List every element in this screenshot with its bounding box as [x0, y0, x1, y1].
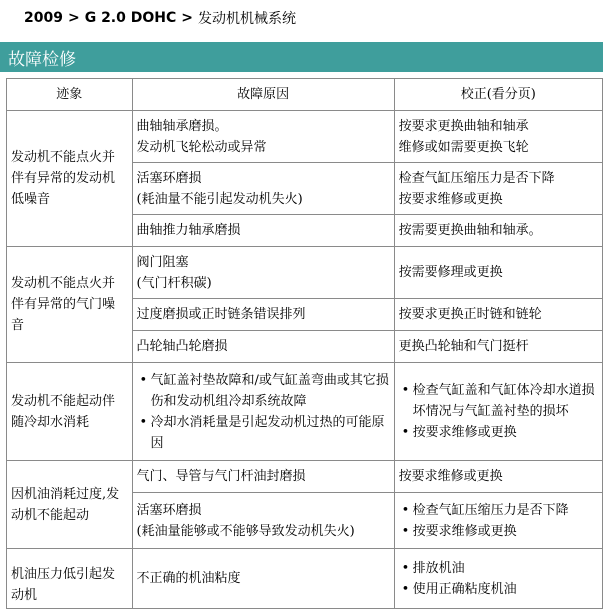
breadcrumb-year[interactable]: 2009	[24, 10, 63, 26]
fix-cell: 按要求更换正时链和链轮	[394, 299, 602, 331]
fix-cell	[394, 493, 602, 549]
fix-cell	[394, 549, 602, 609]
breadcrumb-model[interactable]: G 2.0 DOHC	[84, 10, 177, 26]
cause-cell	[132, 111, 394, 163]
table-row	[7, 461, 603, 493]
cause-text: 活塞环磨损	[136, 502, 202, 518]
fix-cell: 按需要修理或更换	[394, 247, 602, 299]
breadcrumb	[0, 0, 603, 36]
section-title-bar	[0, 42, 603, 72]
cause-text: (耗油量不能引起发动机失火)	[136, 191, 303, 207]
breadcrumb-separator: >	[181, 10, 193, 26]
fix-cell: 按需要更换曲轴和轴承。	[394, 215, 602, 247]
cause-cell: 不正确的机油粘度	[132, 549, 394, 609]
cause-cell	[132, 247, 394, 299]
cause-text: 曲轴轴承磨损。	[136, 118, 228, 134]
fix-text: 维修或如需要更换飞轮	[398, 139, 529, 155]
cause-cell: 过度磨损或正时链条错误排列	[132, 299, 394, 331]
cause-cell: 气门、导管与气门杆油封磨损	[132, 461, 394, 493]
column-header-fix: 校正(看分页)	[394, 79, 602, 111]
cause-text: 活塞环磨损	[136, 170, 202, 186]
fix-cell: 更换凸轮轴和气门挺杆	[394, 331, 602, 363]
fix-text: 按要求维修或更换	[398, 191, 503, 207]
fix-cell	[394, 111, 602, 163]
symptom-cell: 发动机不能点火并伴有异常的发动机低噪音	[7, 111, 133, 247]
table-header-row	[7, 79, 603, 111]
list-item: • 排放机油	[399, 558, 598, 579]
breadcrumb-separator: >	[67, 10, 80, 26]
list-item: • 气缸盖衬垫故障和/或气缸盖弯曲或其它损伤和发动机组冷却系统故障	[137, 370, 390, 412]
cause-text: (气门杆积碳)	[136, 275, 212, 291]
symptom-cell: 因机油消耗过度,发动机不能起动	[7, 461, 133, 549]
section-title: 故障检修	[8, 49, 76, 70]
list-item: • 使用正确粘度机油	[399, 579, 598, 600]
cause-cell	[132, 363, 394, 461]
cause-cell	[132, 493, 394, 549]
fix-bullet-list	[399, 380, 598, 443]
cause-text: 发动机飞轮松动或异常	[136, 139, 267, 155]
fix-bullet-list	[399, 558, 598, 600]
list-item: • 检查气缸压缩压力是否下降	[399, 500, 598, 521]
symptom-cell: 发动机不能点火并伴有异常的气门噪音	[7, 247, 133, 363]
symptom-cell: 发动机不能起动伴随冷却水消耗	[7, 363, 133, 461]
troubleshooting-table	[6, 78, 603, 609]
cause-text: 阀门阻塞	[136, 254, 189, 270]
table-row	[7, 549, 603, 609]
fix-cell	[394, 363, 602, 461]
cause-text: (耗油量能够或不能够导致发动机失火)	[136, 523, 355, 539]
column-header-cause: 故障原因	[132, 79, 394, 111]
fix-text: 检查气缸压缩压力是否下降	[398, 170, 555, 186]
table-row	[7, 111, 603, 163]
cause-cell: 曲轴推力轴承磨损	[132, 215, 394, 247]
cause-bullet-list	[137, 370, 390, 454]
list-item: • 检查气缸盖和气缸体冷却水道损坏情况与气缸盖衬垫的损坏	[399, 380, 598, 422]
column-header-symptom: 迹象	[7, 79, 133, 111]
list-item: • 冷却水消耗量是引起发动机过热的可能原因	[137, 412, 390, 454]
fix-cell	[394, 163, 602, 215]
fix-bullet-list	[399, 500, 598, 542]
table-row	[7, 247, 603, 299]
cause-cell: 凸轮轴凸轮磨损	[132, 331, 394, 363]
fix-text: 按要求更换曲轴和轴承	[398, 118, 529, 134]
list-item: • 按要求维修或更换	[399, 521, 598, 542]
symptom-cell: 机油压力低引起发动机	[7, 549, 133, 609]
table-row	[7, 363, 603, 461]
breadcrumb-section[interactable]: 发动机机械系统	[198, 11, 296, 27]
cause-cell	[132, 163, 394, 215]
fix-cell: 按要求维修或更换	[394, 461, 602, 493]
list-item: • 按要求维修或更换	[399, 422, 598, 443]
